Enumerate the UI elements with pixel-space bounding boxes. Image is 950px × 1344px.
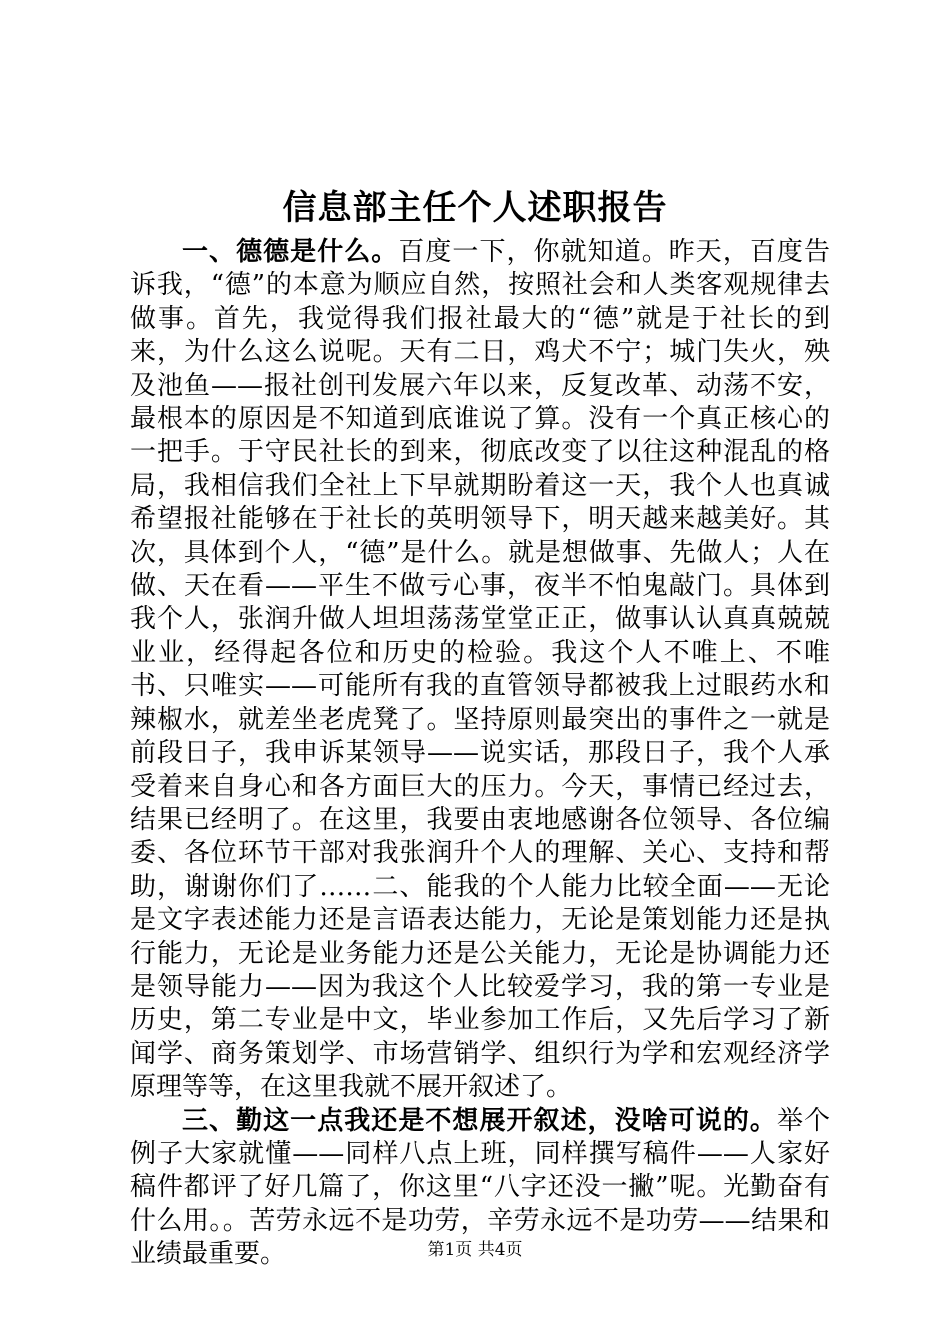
paragraph-text: 百度一下，你就知道。昨天，百度告诉我，“德”的本意为顺应自然，按照社会和人类客观规律去做事。首先，我觉得我们报社最大的“德”就是于社长的到来，为什么这么说呢。天有二日，鸡犬不宁；城门失火，殃及池鱼——报社创刊发展六年以来，反复改革、动荡不安，最根本的原因是不知道到底谁说了算。没有一个真正核心的一把手。于守民社长的到来，彻底改变了以往这种混乱的格局，我相信我们全社上下早就期盼着这一天，我个人也真诚希望报社能够在于社长的英明领导下，明天越来越美好。其次，具体到个人，“德”是什么。就是想做事、先做人；人在做、天在看——平生不做亏心事，夜半不怕鬼敲门。具体到我个人，张润升做人坦坦荡荡堂堂正正，做事认认真真兢兢业业，经得起各位和历史的检验。我这个人不唯上、不唯书、只唯实——可能所有我的直管领导都被我上过眼药水和辣椒水，就差坐老虎凳了。坚持原则最突出的事件之一就是前段日子，我申诉某领导——说实话，那段日子，我个人承受着来自身心和各方面巨大的压力。今天，事情已经过去，结果已经明了。在这里，我要由衷地感谢各位领导、各位编委、各位环节干部对我张润升个人的理解、关心、支持和帮助，谢谢你们了……二、能我的个人能力比较全面——无论是文字表述能力还是言语表达能力，无论是策划能力还是执行能力，无论是业务能力还是公关能力，无论是协调能力还是领导能力——因为我这个人比较爱学习，我的第一专业是历史，第二专业是中文，毕业参加工作后，又先后学习了新闻学、商务策划学、市场营销学、组织行为学和宏观经济学原理等等，在这里我就不展开叙述了。 [130,237,830,1103]
document-body [130,236,830,1272]
page-number-footer: 第1页 共4页 [427,1240,523,1260]
paragraph-text: 举个例子大家就懂——同样八点上班，同样撰写稿件——人家好稿件都评了好几篇了，你这里“八字还没一撇”呢。光勤奋有什么用。。苦劳永远不是功劳，辛劳永远不是功劳——结果和业绩最重要。 [130,1105,830,1270]
paragraph-lead: 一、德德是什么。 [182,237,399,267]
document-title: 信息部主任个人述职报告 [282,188,668,228]
paragraph-lead: 三、勤这一点我还是不想展开叙述，没啥可说的。 [182,1105,777,1136]
paragraph-virtue-ability [130,236,830,1105]
